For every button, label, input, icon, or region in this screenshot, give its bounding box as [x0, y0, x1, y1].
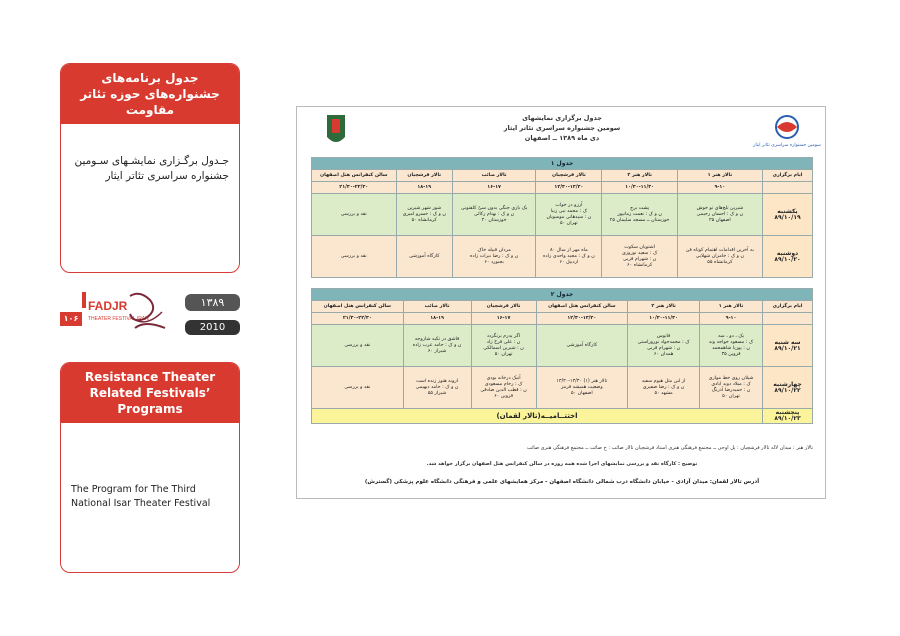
table-subheader-row: ۹-۱۰ ۱۰/۳۰-۱۱/۳۰ ۱۲/۳۰-۱۳/۳۰ ۱۶-۱۷ ۱۸-۱۹ ۲۱/۳۰-۲۲/۳۰	[312, 182, 813, 194]
logo-caption: سومین جشنواره سراسری تئاتر ایثار	[753, 143, 821, 148]
year-gregorian: 2010	[185, 320, 240, 335]
farsi-card-title: جدول برنامه‌های جشنواره‌های حوزه تئاتر مقاومت	[61, 64, 239, 124]
festival-schedule-document	[296, 106, 826, 499]
page-number-badge: ۱۰۶	[60, 312, 82, 326]
address-note: آدرس تالار لقمان: میدان آزادی - خیابان دانشگاه درب شمالی دانشگاه اصفهان - مرکز همایشهای علمی و فرهنگی دانشگاه علوم پزشکی (گسترش)	[364, 479, 760, 485]
english-card	[60, 362, 240, 573]
farsi-card	[60, 63, 240, 273]
table-header-row: ایام برگزاری تالار هنر ۱ تالار هنر ۲ سالن کنفرانس هتل اصفهان تالار فرشچیان تالار صائب سالن کنفرانس هتل اصفهان	[312, 301, 813, 313]
schedule-table-1	[311, 157, 813, 278]
table-row: دوشنبه ۸۹/۱۰/۲۰ به آخرین اقدامات اهتمام کوتاه فن ن و ک : خامزان شهلایی کرمانشاه ۵۵ اشتوپان سکوت ک : سعید نوروزی ن : شهرام قربی کرمانشاه ۶۰ ماه مهر از سال ۸۰ ن و ک : مجید واحدی زاده اردبیل ۶۰ مردان قبیله خاک ن و ک : رضا نبرات زاده بجنورد ۶۰ کارگاه آموزشی نقد و بررسی	[312, 236, 813, 278]
emblem-icon	[321, 111, 351, 151]
farsi-card-description: جـدول برگـزاری نمایشـهای سـومین جشنواره سراسری تئاتر ایثار	[74, 155, 229, 182]
closing-row: پنجشنبه ۸۹/۱۰/۲۳ اختتــامیــه(تالار لقمان)	[312, 409, 813, 424]
table-1-label: جدول ۱	[312, 158, 813, 170]
table-subheader-row: ۹-۱۰ ۱۰/۳۰-۱۱/۳۰ ۱۲/۳۰-۱۳/۳۰ ۱۶-۱۷ ۱۸-۱۹ ۲۱/۳۰-۲۲/۳۰	[312, 313, 813, 325]
english-card-title: Resistance Theater Related Festivals’ Programs	[61, 363, 239, 423]
schedule-table-2	[311, 288, 813, 424]
year-persian: ۱۳۸۹	[185, 294, 240, 311]
logo-sub: THEATER FESTIVAL IRAN	[88, 316, 149, 322]
table-row: یکشنبه ۸۹/۱۰/۱۹ شیرین تلخ‌های تو خوش ن و ک : احسان رحیمی اصفهان ۳۵ پشت برج ن و ک : نعمت زمانپور خوزستان ــ مسجد سلیمان ۲۵ آرزو در خواب ک : محمد نبی زیبا ن : سیدهانی موسویان تهران ۵۰ یک بازی جنگی بدون سیّ کلفتونی ن و ک : بهنام زکائی خوزستان ۴۰ شور شهر شیرین ن و ک : خسرو امیری کرمانشاه ۵۰ نقد و بررسی	[312, 194, 813, 236]
closing-ceremony: اختتــامیــه(تالار لقمان)	[312, 409, 763, 424]
venues-note: تالار هنر : میدان لاله تالار فرشچیان : پل اوجی ــ مجتمع فرهنگی هنری استاد فرشچیان تالار صائب : خ صائب ــ مجتمع فرهنگی هنری صائب	[526, 445, 813, 451]
table-row: سه شنبه ۸۹/۱۰/۲۱ یک ، دو ، سه ک : مسعود خواجه وند ن : پوریا شاهمحمد قزوین ۳۵ فانوس ک : محمدجواد نوروزاستی ن : شهرام قربی همدان ۶۰ کارگاه آموزشی اگر پدرم برنگردد ن : علی فرخ زاد ن : شیرین اسمالکی تهران ۵۰ قاشق در تکیه شاروجه ن و ک : حامد عرب زاده شیراز ۶۰ نقد و بررسی	[312, 325, 813, 367]
explanation-note: توضیح : کارگاه نقد و بررسی نمایشهای اجرا شده همه روزه در سالن کنفرانس هتل اصفهان برگزار خواهد شد.	[426, 461, 698, 467]
table-header-row: ایام برگزاری تالار هنر ۱ تالار هنر ۲ تالار فرشچیان تالار صائب تالار فرشچیان سالن کنفرانس هتل اصفهان	[312, 170, 813, 182]
english-card-description: The Program for The Third National Isar Theater Festival	[71, 484, 211, 509]
table-2-label: جدول ۲	[312, 289, 813, 301]
document-title: جدول برگزاری نمایشهای سومین جشنواره سراسری تئاتر ایثار دی ماه ۱۳۸۹ ــ اصفهان	[503, 114, 621, 142]
table-row: چهارشنبه ۸۹/۱۰/۲۲ شیلان روی خط موازی ک : میلاد دوید ابادی ن : حمیدرضا آذرنگ تهران ۵۰ از لبن مثل هیوم سفید ن و ک : رضا صفیری مشهد ۵۰ تالار هنر (۱) ۱۳/۳۰-۱۳/۳۰ وضعیت همیشه قرمز اصفهان ۵۰ آنیک درخانه بودی ک : رحام مسعودی ن : قطب الدین صادقی قزوین ۶۰ ارونه هنوز زنده است ن و ک : حامد دیهیمی شیراز ۵۵ نقد و بررسی	[312, 367, 813, 409]
logo-name: FADJR	[88, 299, 128, 313]
